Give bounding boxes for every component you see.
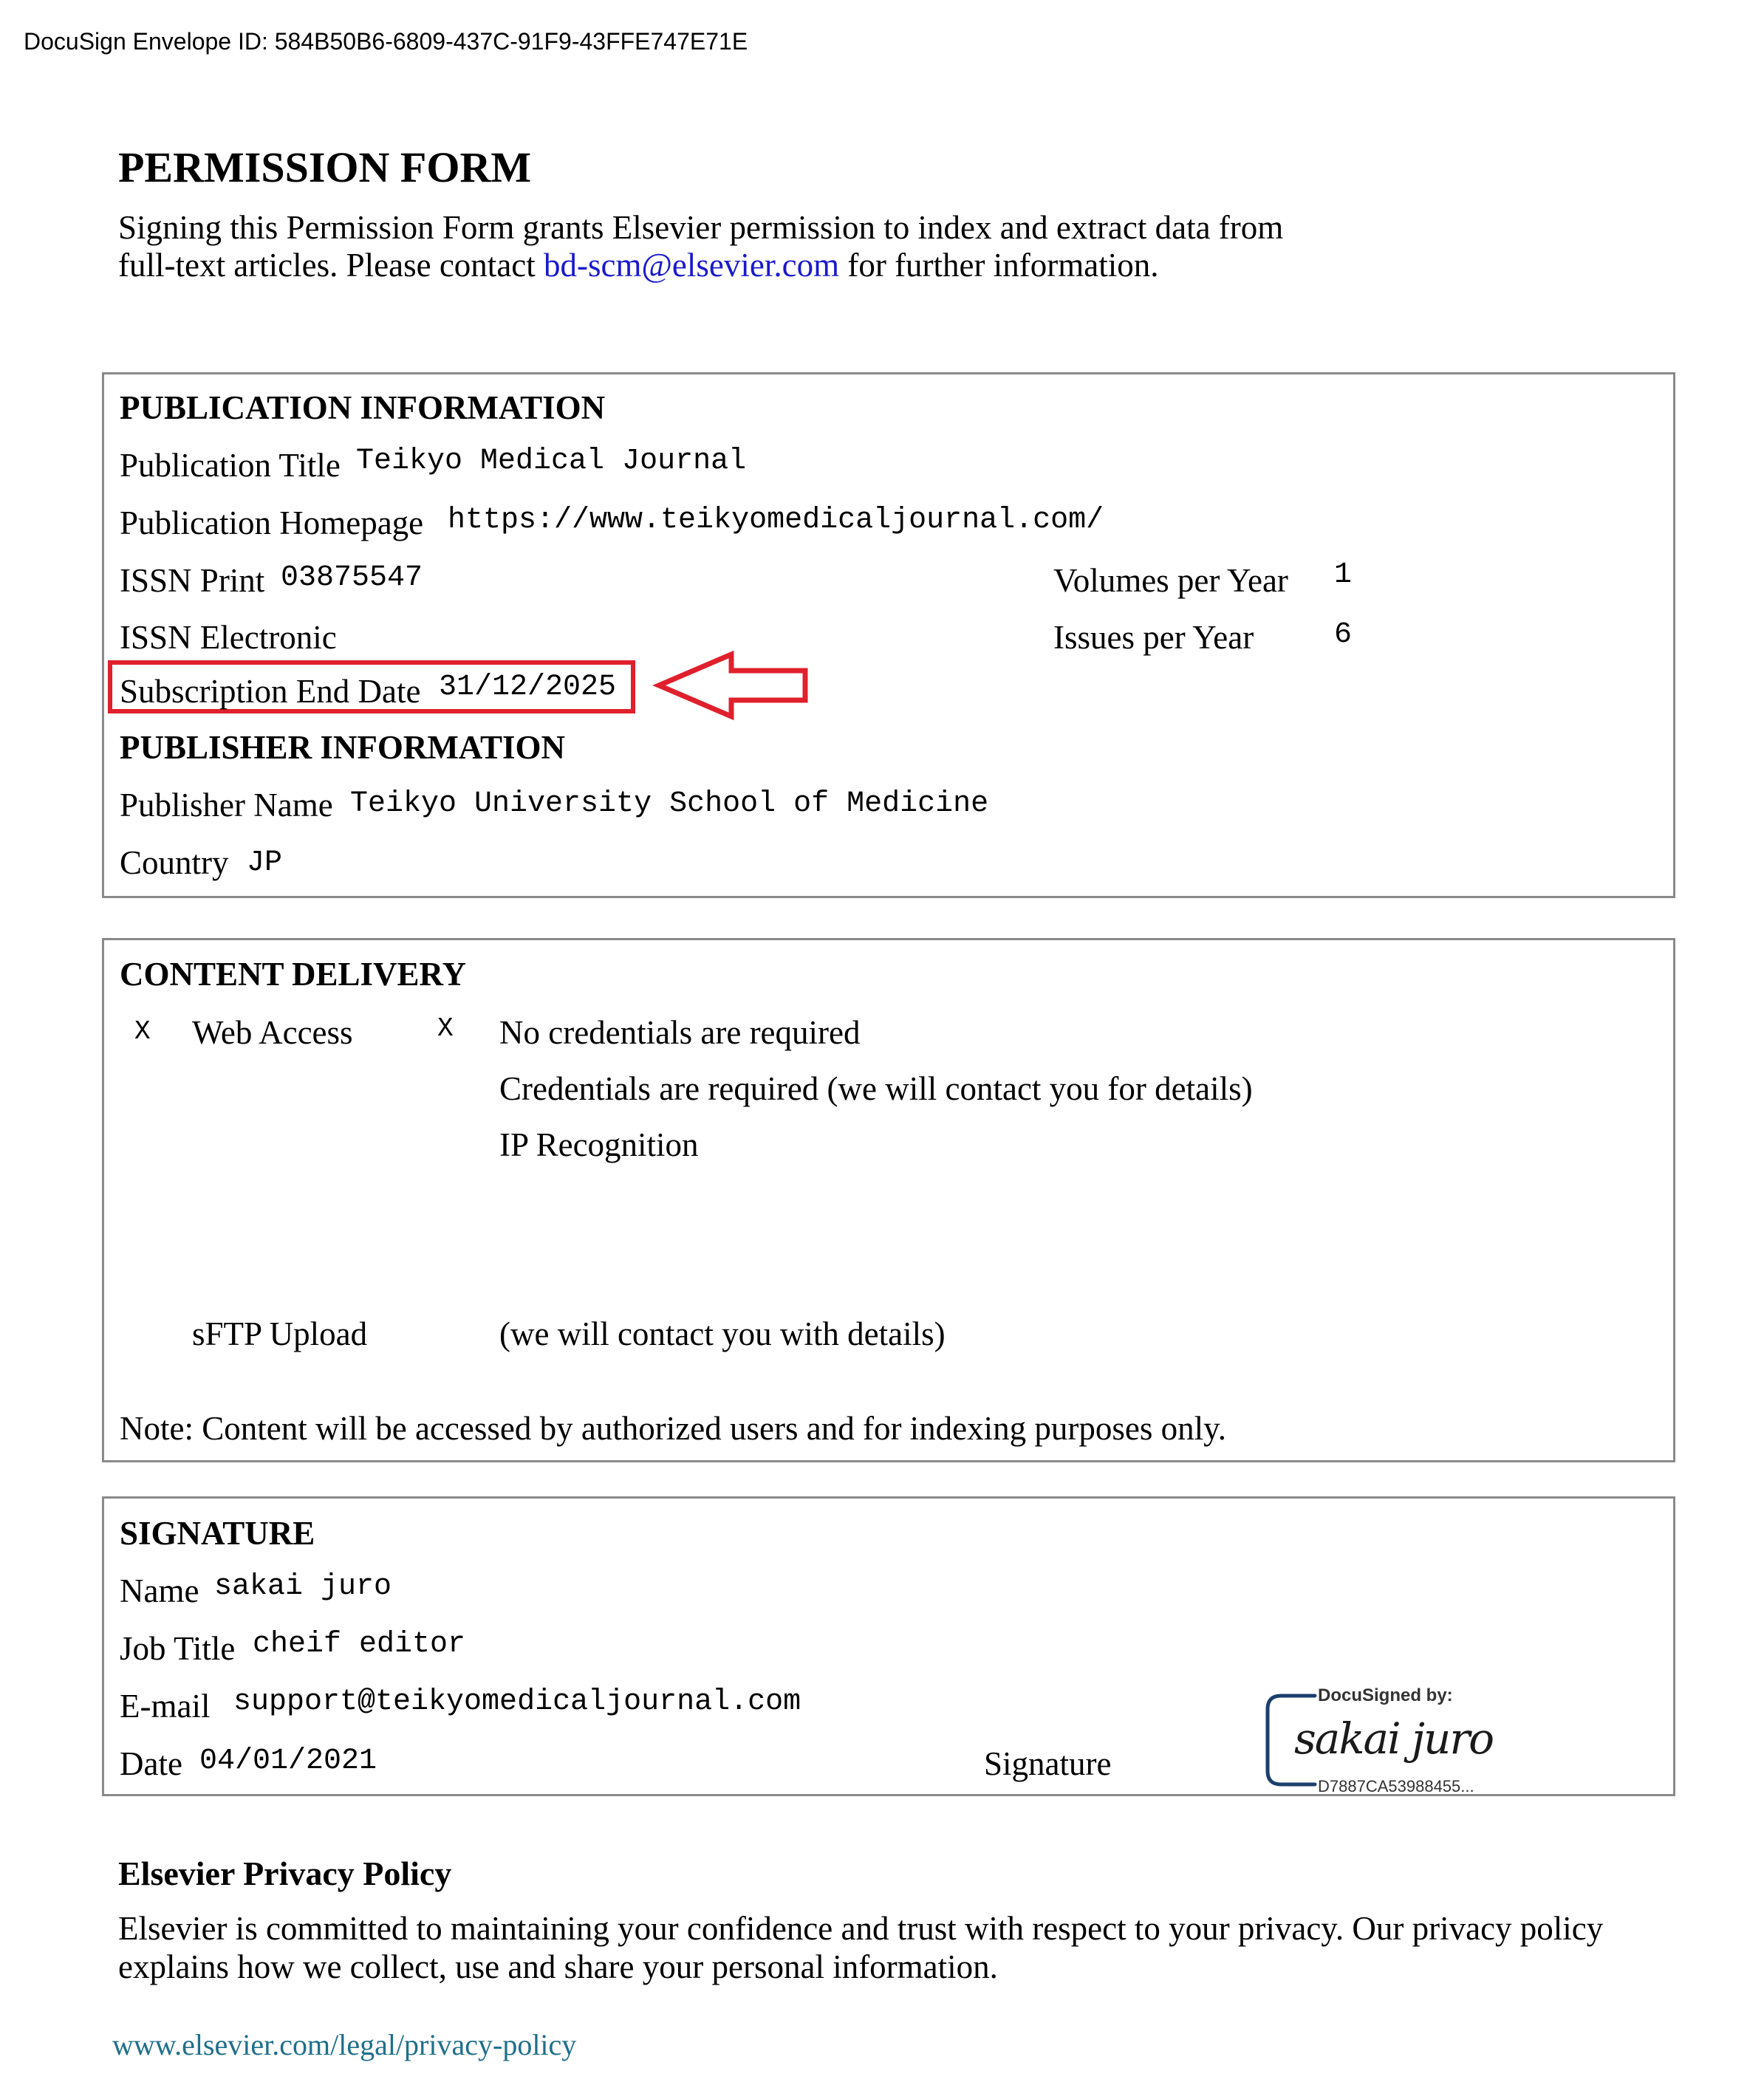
contact-email-link[interactable]: bd-scm@elsevier.com (544, 247, 840, 284)
job-title-label: Job Title (120, 1630, 236, 1667)
envelope-id: DocuSign Envelope ID: 584B50B6-6809-437C-91F9-43FFE747E71E (24, 28, 748, 55)
publication-homepage-label: Publication Homepage (120, 504, 424, 541)
publication-heading: PUBLICATION INFORMATION (120, 389, 606, 426)
handwritten-signature: sakai juro (1294, 1713, 1494, 1764)
credentials-required-label: Credentials are required (we will contact you for details) (499, 1070, 1253, 1107)
issues-per-year-value: 6 (1334, 618, 1353, 651)
no-credentials-checkbox[interactable]: X (437, 1013, 454, 1044)
issn-electronic-label: ISSN Electronic (120, 619, 337, 656)
country-label: Country (120, 844, 229, 881)
publication-title-value: Teikyo Medical Journal (356, 445, 747, 478)
privacy-line-1: Elsevier is committed to maintaining your confidence and trust with respect to your privacy. Our privacy policy (118, 1910, 1604, 1947)
docusigned-by-label: DocuSigned by: (1318, 1685, 1453, 1705)
sftp-upload-note: (we will contact you with details) (499, 1315, 946, 1352)
sign-date-value: 04/01/2021 (199, 1745, 377, 1778)
signer-name-value: sakai juro (214, 1570, 392, 1603)
sign-date-label: Date (120, 1745, 182, 1782)
subscription-end-date-value: 31/12/2025 (439, 671, 617, 704)
privacy-policy-link[interactable]: www.elsevier.com/legal/privacy-policy (112, 2028, 577, 2061)
sftp-upload-label: sFTP Upload (192, 1315, 368, 1352)
intro-prefix: full-text articles. Please contact (118, 247, 544, 284)
pointer-arrow-icon (650, 648, 813, 722)
page-title: PERMISSION FORM (118, 143, 532, 191)
issn-print-value: 03875547 (281, 561, 423, 595)
job-title-value: cheif editor (253, 1628, 466, 1661)
signer-email-label: E-mail (120, 1688, 211, 1725)
subscription-end-date-label: Subscription End Date (120, 673, 421, 710)
publisher-name-value: Teikyo University School of Medicine (350, 787, 989, 821)
web-access-label: Web Access (192, 1014, 353, 1051)
web-access-checkbox[interactable]: X (134, 1016, 151, 1047)
publisher-name-label: Publisher Name (120, 787, 333, 824)
signer-email-value: support@teikyomedicaljournal.com (233, 1685, 801, 1719)
docusign-id: D7887CA53988455... (1318, 1777, 1474, 1795)
volumes-per-year-value: 1 (1334, 558, 1353, 592)
publication-title-label: Publication Title (120, 447, 341, 484)
content-delivery-heading: CONTENT DELIVERY (120, 956, 466, 993)
privacy-line-2: explains how we collect, use and share your personal information. (118, 1948, 998, 1985)
volumes-per-year-label: Volumes per Year (1053, 562, 1288, 599)
intro-line-2 (118, 246, 1158, 284)
no-credentials-label: No credentials are required (499, 1014, 861, 1051)
signature-heading: SIGNATURE (120, 1515, 315, 1552)
publisher-heading: PUBLISHER INFORMATION (120, 729, 565, 766)
intro-line-1: Signing this Permission Form grants Elsevier permission to index and extract data from (118, 209, 1284, 246)
content-delivery-note: Note: Content will be accessed by authorized users and for indexing purposes only. (120, 1410, 1226, 1447)
issues-per-year-label: Issues per Year (1053, 619, 1254, 656)
privacy-heading: Elsevier Privacy Policy (118, 1855, 452, 1892)
signer-name-label: Name (120, 1572, 199, 1609)
issn-print-label: ISSN Print (120, 562, 265, 599)
publication-homepage-value: https://www.teikyomedicaljournal.com/ (448, 504, 1104, 537)
ip-recognition-label: IP Recognition (499, 1126, 699, 1163)
country-value: JP (247, 846, 283, 880)
intro-suffix: for further information. (839, 247, 1159, 284)
signature-label: Signature (984, 1745, 1112, 1782)
